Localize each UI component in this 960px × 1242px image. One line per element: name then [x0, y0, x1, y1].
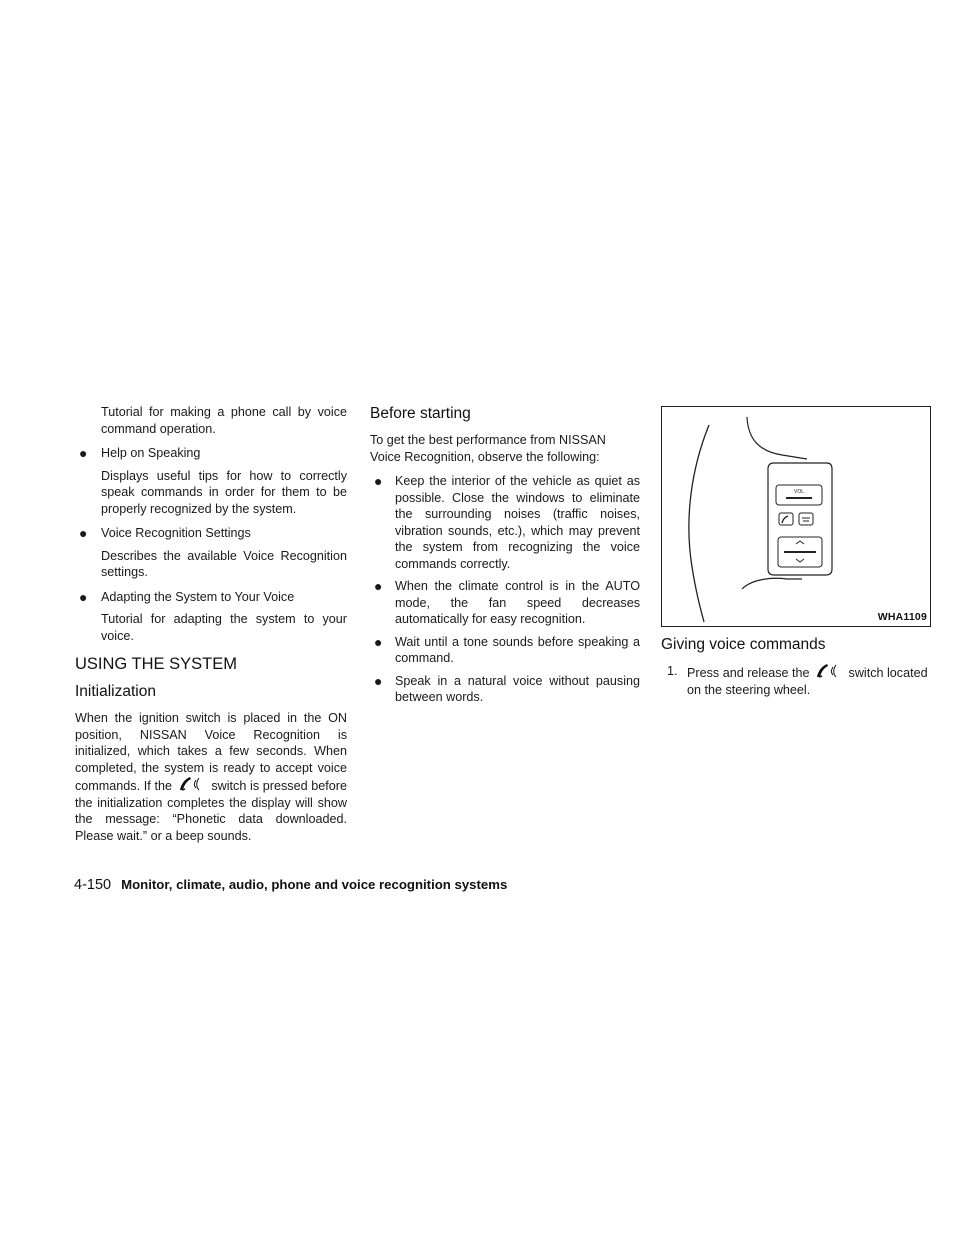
init-text-1: When the ignition switch is placed in the ON position, NISSAN Voice Recognition is initialized, which takes a few seconds. When completed, the system is ready to accept voice commands. If the — [75, 711, 347, 793]
bullet-icon: ● — [374, 473, 383, 489]
svg-text:VOL: VOL — [793, 489, 805, 495]
section-heading: Before starting — [370, 405, 471, 422]
bullet-icon: ● — [374, 578, 383, 594]
page-number: 4-150 — [74, 877, 112, 893]
step-item — [661, 663, 933, 698]
list-item-description: Displays useful tips for how to correctly speak commands in order for them to be properly recognized by the system. — [101, 468, 347, 516]
list-item — [370, 673, 640, 706]
list-item-text: When the climate control is in the AUTO mode, the fan speed decreases automatically for easy recognition. — [395, 579, 640, 626]
list-item-text: Speak in a natural voice without pausing between words. — [395, 673, 640, 704]
list-item — [75, 525, 347, 542]
section-heading: Giving voice commands — [661, 636, 826, 653]
section-heading: USING THE SYSTEM — [75, 655, 237, 673]
intro-paragraph: To get the best performance from NISSAN Voice Recognition, observe the following: — [370, 433, 606, 464]
step-number: 1. — [667, 664, 678, 678]
list-item — [75, 589, 347, 606]
subheading: Initialization — [75, 683, 156, 700]
bullet-icon: ● — [79, 588, 88, 605]
list-item — [370, 473, 640, 572]
bullet-icon: ● — [374, 633, 383, 650]
bullet-icon: ● — [79, 525, 88, 541]
list-item-description: Tutorial for adapting the system to your voice. — [101, 612, 347, 643]
chapter-title: Monitor, climate, audio, phone and voice recognition systems — [121, 877, 508, 892]
list-item-title: Help on Speaking — [101, 446, 201, 460]
figure-code: WHA1109 — [877, 610, 927, 623]
bullet-icon: ● — [374, 672, 383, 689]
list-item-title: Adapting the System to Your Voice — [101, 589, 295, 604]
init-text-2: switch is pressed before the initialization completes the display will show the message: “Phonetic data downloaded. Please wait.” or a beep sounds. — [75, 779, 347, 843]
column-2 — [370, 404, 640, 712]
column-3 — [661, 406, 933, 698]
page-footer — [74, 877, 507, 893]
list-item — [370, 634, 640, 667]
init-paragraph — [75, 710, 347, 844]
steering-wheel-figure — [661, 406, 931, 627]
list-item-description: Describes the available Voice Recognition settings. — [101, 548, 347, 579]
steering-wheel-illustration — [662, 407, 932, 628]
intro-description: Tutorial for making a phone call by voice command operation. — [101, 405, 347, 436]
list-item-text: Keep the interior of the vehicle as quiet as possible. Close the windows to eliminate the surrounding noises (traffic noises, vibration sounds, etc.), which may prevent the system from recognizing the voice commands correctly. — [395, 474, 640, 571]
bullet-icon: ● — [79, 445, 88, 461]
step-text-1: Press and release the — [687, 666, 810, 680]
column-1 — [75, 404, 347, 844]
list-item-text: Wait until a tone sounds before speaking a command. — [395, 634, 640, 665]
talk-switch-icon — [176, 776, 208, 792]
step-text-2: switch located on the steering wheel. — [687, 666, 928, 697]
list-item-title: Voice Recognition Settings — [101, 526, 251, 540]
talk-switch-icon — [813, 663, 845, 679]
list-item — [75, 445, 347, 462]
list-item — [370, 578, 640, 628]
